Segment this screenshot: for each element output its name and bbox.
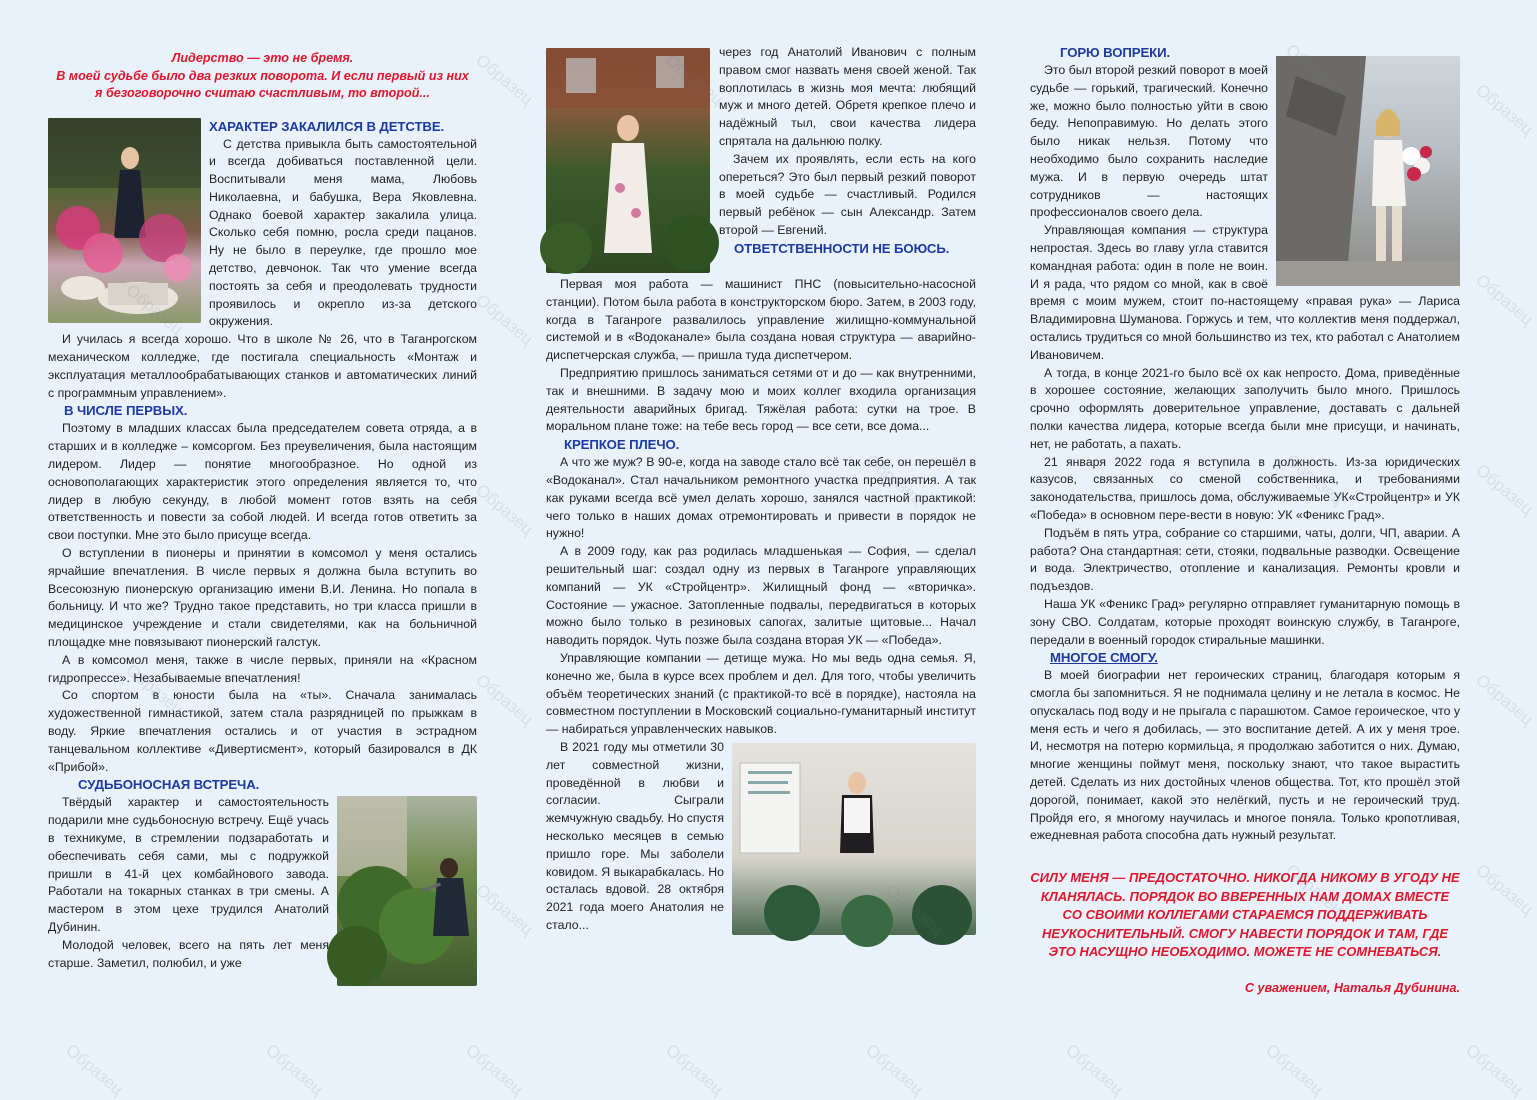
- watermark-stamp: Образец: [1282, 450, 1347, 509]
- intro-line: я безоговорочно считаю счастливым, то второй...: [95, 86, 430, 100]
- paragraph: С детства привыкла быть самостоятельной и всегда добиваться поставленной цели. Воспитывали меня мама, Любовь Николаевна, и бабушка, Вера Яковлевна. Однако боевой характер закалила улица. Сколько себя помню, росла среди пацанов. Ну не было в переулке, где прошло мое детство, девчонок. Так что умение всегда постоять за себя и преодолевать трудности проявилось и окрепло из-за детского окружения.: [209, 136, 477, 329]
- paragraph: И училась я всегда хорошо. Что в школе № 26, что в Таганрогском механическом колледже, где постигала специальность «Монтаж и эксплуатация металлообрабатывающих станков и автоматических линий с программным управлением».: [48, 332, 477, 400]
- watermark-stamp: Образец: [472, 480, 537, 539]
- watermark-stamp: Образец: [1462, 1040, 1527, 1099]
- paragraph: О вступлении в пионеры и принятии в комсомол у меня остались ярчайшие впечатления. В числе первых я должна была вступить во Всесоюзную пионерскую организацию имени В.И. Ленина. Но попала в больницу. И что же? Трудно такое представить, но три класса пришли в медицинское учреждение и стали свидетелями, как на больничной площадке мне повязывают пионерский галстук.: [48, 546, 477, 650]
- paragraph: Управляющие компании — детище мужа. Но мы ведь одна семья. Я, конечно же, была в курсе всех проблем и дел. Для того, чтобы увеличить объём теоретических знаний (с практикой-то всё в порядке), настояла на совместном поступлении в Московский социально-гуманитарный институт — набираться управленческих навыков.: [546, 650, 976, 737]
- watermark-stamp: Образец: [1472, 860, 1537, 919]
- photo-woman-with-flowers-memorial: [1276, 56, 1460, 286]
- signature: С уважением, Наталья Дубинина.: [1244, 980, 1460, 995]
- paragraph: В 2021 году мы отметили 30 лет совместной жизни, проведённой в любви и согласии. Сыграли жемчужную свадьбу. Но спустя несколько месяцев в семью пришло горе. Мы заболели ковидом. Я выкарабкалась. Но осталась вдовой. 28 октября 2021 года моего Анатолия не стало...: [546, 739, 724, 932]
- column-2: [546, 44, 976, 938]
- paragraph: Зачем их проявлять, если есть на кого опереться? Это был первый резкий поворот в моей судьбе — счастливый. Родился первый ребёнок — сын Александр. Затем второй — Евгений.: [719, 151, 976, 237]
- watermark-stamp: Образец: [472, 880, 537, 939]
- watermark-stamp: Образец: [1472, 670, 1537, 729]
- column-1: [48, 44, 477, 989]
- paragraph: Предприятию пришлось заниматься сетями от и до — как внутренними, так и внешними. В задачу мою и моих коллег входила организация деятельности аварийных бригад. Тяжёлая работа: сутки на трое. В моральном плане тоже: на тебе весь город — все сети, все дома...: [546, 365, 976, 434]
- paragraph: А в 2009 году, как раз родилась младшенькая — София, — сделал решительный шаг: создал одну из первых в Таганроге управляющих компаний — УК «Стройцентр». Жилищный фонд — «вторичка». Состояние — ужасное. Затопленные подвалы, передвигаться в которых можно было только в резиновых сапогах, залитые щитовые... Начал наводить порядок. Чуть позже была создана вторая УК — «Победа».: [546, 544, 976, 648]
- paragraph: Это был второй резкий поворот в моей судьбе — горький, трагический. Конечно же, можно было полностью уйти в свою беду. Непоправимую. Но делать этого было никак нельзя. Потому что необходимо было сохранить наследие мужа. И в первую очередь штат сотрудников — настоящих профессионалов своего дела.: [1030, 63, 1268, 220]
- closing-statement: СИЛУ МЕНЯ — ПРЕДОСТАТОЧНО. НИКОГДА НИКОМУ В УГОДУ НЕ КЛАНЯЛАСЬ. ПОРЯДОК ВО ВВЕРЕННЫХ НАМ ДОМАХ ВМЕСТЕ СО СВОИМИ КОЛЛЕГАМИ СТАРАЕМСЯ ПОДДЕРЖИВАТЬ НЕУКОСНИТЕЛЬНЫЙ. СМОГУ НАВЕСТИ ПОРЯДОК И ТАМ, ГДЕ ЭТО НАСУЩНО НЕОБХОДИМО. МОЖЕТЕ НЕ СОМНЕВАТЬСЯ.: [1030, 870, 1460, 960]
- paragraph: Наша УК «Феникс Град» регулярно отправляет гуманитарную помощь в зону СВО. Солдатам, которые проходят воинскую службу, в Таганроге, передали в военный городок стиральные машинки.: [1030, 596, 1460, 647]
- paragraph: А что же муж? В 90-е, когда на заводе стало всё так себе, он перешёл в «Водоканал». Стал начальником ремонтного участка предприятия. А так как руками всегда всё умел делать хорошо, занялся частной практикой: чего только в наших домах отремонтировать и привести в порядок не нужно!: [546, 455, 976, 541]
- watermark-stamp: Образец: [862, 1040, 927, 1099]
- paragraph: В моей биографии нет героических страниц, благодаря которым я смогла бы запомниться. Я не поднимала целину и не летала в космос. Не опускалась под воду и не прыгала с парашютом. Самое героическое, что у меня есть и чего я добилась, — это воспитание детей. А их у меня трое. И, несмотря на потерю кормильца, я продолжаю заботится о них. Думаю, многие женщины поймут меня, поскольку знают, что такое вырастить детей. Сделать из них достойных членов общества. Тот, кто прошёл этой дорогой, понимает, какой это нелёгкий, пусть и не героический труд. Пройдя его, я многому научилась и многое поняла. Только кропотливая, ежедневная работа способна дать нужный результат.: [1030, 668, 1460, 843]
- watermark-stamp: Образец: [472, 670, 537, 729]
- section-heading: ХАРАКТЕР ЗАКАЛИЛСЯ В ДЕТСТВЕ.: [209, 118, 445, 134]
- watermark-stamp: Образец: [1262, 1040, 1327, 1099]
- paragraph: Поэтому в младших классах была председателем совета отряда, а в старших и в колледже – комсоргом. Без преувеличения, была настоящим лидером. Лидер — понятие многообразное. Но одной из основополагающих характеристик этого определения является то, что лидер в любую секунду, в любой момент готов взять на себя ответственность и повести за собой людей. И всегда готов ответить за свои поступки. Мне это было присуще всегда.: [48, 421, 477, 543]
- watermark-stamp: Образец: [62, 1040, 127, 1099]
- watermark-stamp: Образец: [122, 660, 187, 719]
- paragraph: 21 января 2022 года я вступила в должность. Из-за юридических казусов, связанных со сменой собственника, и требованиями законодательства, пришлось дома, обслуживаемые УК«Стройцентр» и УК «Победа» в основном пере-вести в новую: УК «Феникс Град».: [1030, 454, 1460, 522]
- intro-quote: [48, 50, 477, 103]
- watermark-stamp: Образец: [262, 1040, 327, 1099]
- watermark-stamp: Образец: [1282, 860, 1347, 919]
- watermark-stamp: Образец: [662, 1040, 727, 1099]
- section-heading: В ЧИСЛЕ ПЕРВЫХ.: [64, 403, 188, 419]
- photo-woman-in-garden: [546, 48, 710, 273]
- photo-bush-illustration: [337, 796, 477, 986]
- paragraph: Со спортом в юности была на «ты». Сначала занималась художественной гимнастикой, затем стала разрядницей по прыжкам в воду. Яркие впечатления остались и от участия в эстрадном танцевальном коллективе «Дивертисмент», который базировался в ДК «Прибой».: [48, 688, 477, 774]
- photo-presentation-meeting: [732, 743, 976, 935]
- paragraph: через год Анатолий Иванович с полным правом смог назвать меня своей женой. Так воплотилась в жизнь моя мечта: любящий муж и много детей. Обретя крепкое плечо и надёжный тыл, свои качества лидера спрятала на дальнюю полку.: [719, 45, 976, 148]
- paragraph: Подъём в пять утра, собрание со старшими, чаты, долги, ЧП, аварии. А работа? Она стандартная: сети, стояки, подвальные разводки. Освещение и вода. Электричество, отопление и канализация. Ремонты кровли и подъездов.: [1030, 525, 1460, 594]
- watermark-stamp: Образец: [462, 1040, 527, 1099]
- photo-woman-trimming-bush: [337, 796, 477, 986]
- section-heading: МНОГОЕ СМОГУ.: [1050, 650, 1158, 666]
- photo-meeting-illustration: [732, 743, 976, 935]
- paragraph: А тогда, в конце 2021-го было всё ох как непросто. Дома, приведённые в хорошее состояние, желающих заполучить было много. Пришлось срочно оформлять доверительное управление, доставать с дальней полки качества лидера, которые всегда были мне присущи, и начинать, нет, не работать, а пахать.: [1030, 365, 1460, 451]
- photo-garden-flowers: [48, 118, 201, 323]
- watermark-stamp: Образец: [472, 290, 537, 349]
- paragraph: А в комсомол меня, также в числе первых, приняли на «Красном гидропрессе». Незабываемые впечатления!: [48, 652, 477, 685]
- paragraph: Молодой человек, всего на пять лет меня старше. Заметил, полюбил, и уже: [48, 937, 329, 970]
- photo-garden-woman-illustration: [546, 48, 710, 273]
- paragraph: Управляющая компания — структура непростая. Здесь во главу угла ставится командная работа: один в поле не воин. И я рада, что рядом со мной, как в своё время с моим мужем, стоит по-настоящему «правая рука» — Лариса Владимировна Шуманова. Горжусь и тем, что коллектив меня поддержал, остались трудиться со мной большинство из тех, кто работал с Анатолием Ивановичем.: [1030, 223, 1460, 362]
- watermark-stamp: Образец: [1472, 270, 1537, 329]
- paragraph: Твёрдый характер и самостоятельность подарили мне судьбоносную встречу. Ещё учась в техникуме, в стремлении подзаработать и обеспечивать себя сами, мы с подружкой пришли в 41-й цех комбайнового завода. Работали на токарных станках в три смены. А мастером в этом цехе трудился Анатолий Дубинин.: [48, 795, 329, 934]
- photo-garden-illustration: [48, 118, 201, 323]
- section-heading: СУДЬБОНОСНАЯ ВСТРЕЧА.: [78, 777, 260, 793]
- section-heading: ОТВЕТСТВЕННОСТИ НЕ БОЮСЬ.: [734, 240, 950, 256]
- photo-memorial-illustration: [1276, 56, 1460, 286]
- watermark-stamp: Образец: [1062, 1040, 1127, 1099]
- watermark-stamp: Образец: [862, 450, 927, 509]
- section-heading: ГОРЮ ВОПРЕКИ.: [1060, 45, 1171, 60]
- watermark-stamp: Образец: [1472, 460, 1537, 519]
- intro-line: Лидерство — это не бремя.: [171, 51, 354, 65]
- paragraph: Первая моя работа — машинист ПНС (повысительно-насосной станции). Потом была работа в конструкторском бюро. Затем, в 2003 году, когда в Таганроге развалилось управление жилищно-коммунальной системой и в «Водоканале» была создана новая структура — аварийно-диспетчерская служба, — пришла туда диспетчером.: [546, 277, 976, 363]
- intro-line: В моей судьбе было два резких поворота. И если первый из них: [56, 68, 469, 83]
- column-3: [1030, 44, 1460, 998]
- watermark-stamp: Образец: [1472, 80, 1537, 139]
- section-heading: КРЕПКОЕ ПЛЕЧО.: [564, 437, 680, 453]
- watermark-stamp: Образец: [472, 50, 537, 109]
